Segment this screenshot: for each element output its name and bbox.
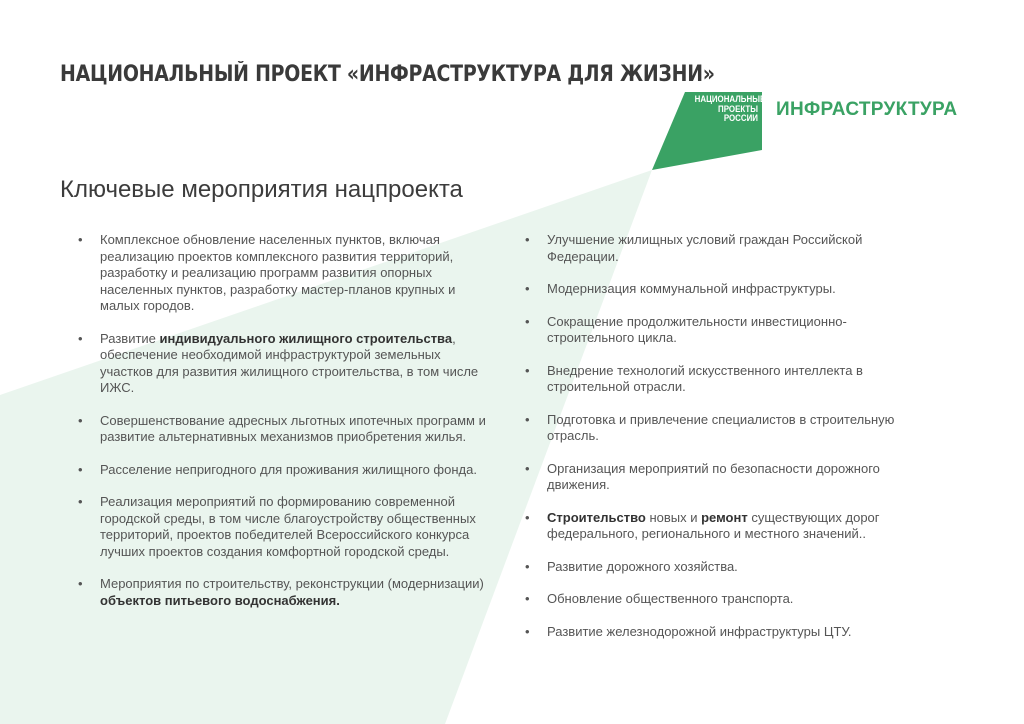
list-item: • Внедрение технологий искусственного интеллекта в строительной отрасли. [525,363,930,396]
list-item: • Обновление общественного транспорта. [525,591,930,608]
list-item: • Мероприятия по строительству, реконструкции (модернизации) объектов питьевого водоснабжения. [78,576,488,609]
right-activities-list [525,232,930,656]
list-item: • Реализация мероприятий по формированию современной городской среды, в том числе благоустройству общественных территорий, проектов победителей Всероссийского конкурса лучших проектов создания комфортной городской среды. [78,494,488,560]
list-item: • Сокращение продолжительности инвестиционно-строительного цикла. [525,314,930,347]
logo-line-1: НАЦИОНАЛЬНЫЕ [694,94,766,104]
list-item: • Организация мероприятий по безопасности дорожного движения. [525,461,930,494]
left-activities-list [78,232,488,625]
list-item: • Развитие индивидуального жилищного строительства, обеспечение необходимой инфраструктурой земельных участков для развития жилищного строительства, в том числе ИЖС. [78,331,488,397]
list-item: • Модернизация коммунальной инфраструктуры. [525,281,930,298]
list-item: • Расселение непригодного для проживания жилищного фонда. [78,462,488,479]
list-item: • Развитие дорожного хозяйства. [525,559,930,576]
page-header-title: НАЦИОНАЛЬНЫЙ ПРОЕКТ «ИНФРАСТРУКТУРА ДЛЯ ЖИЗНИ» [60,62,715,87]
national-projects-logo [650,88,980,178]
section-title: Ключевые мероприятия нацпроекта [60,176,463,203]
logo-line-2: ПРОЕКТЫ [718,103,758,114]
list-item: • Подготовка и привлечение специалистов в строительную отрасль. [525,412,930,445]
list-item: • Комплексное обновление населенных пунктов, включая реализацию проектов комплексного развития территорий, разработку и реализацию программ развития опорных населенных пунктов, разработку мастер-планов крупных и малых городов. [78,232,488,315]
list-item: • Улучшение жилищных условий граждан Российской Федерации. [525,232,930,265]
list-item: • Строительство новых и ремонт существующих дорог федерального, регионального и местного значений.. [525,510,930,543]
list-item: • Развитие железнодорожной инфраструктуры ЦТУ. [525,624,930,641]
list-item: • Совершенствование адресных льготных ипотечных программ и развитие альтернативных механизмов приобретения жилья. [78,413,488,446]
logo-line-3: РОССИИ [723,113,758,123]
logo-project-name: ИНФРАСТРУКТУРА [776,99,958,120]
logo-caption [694,94,766,124]
